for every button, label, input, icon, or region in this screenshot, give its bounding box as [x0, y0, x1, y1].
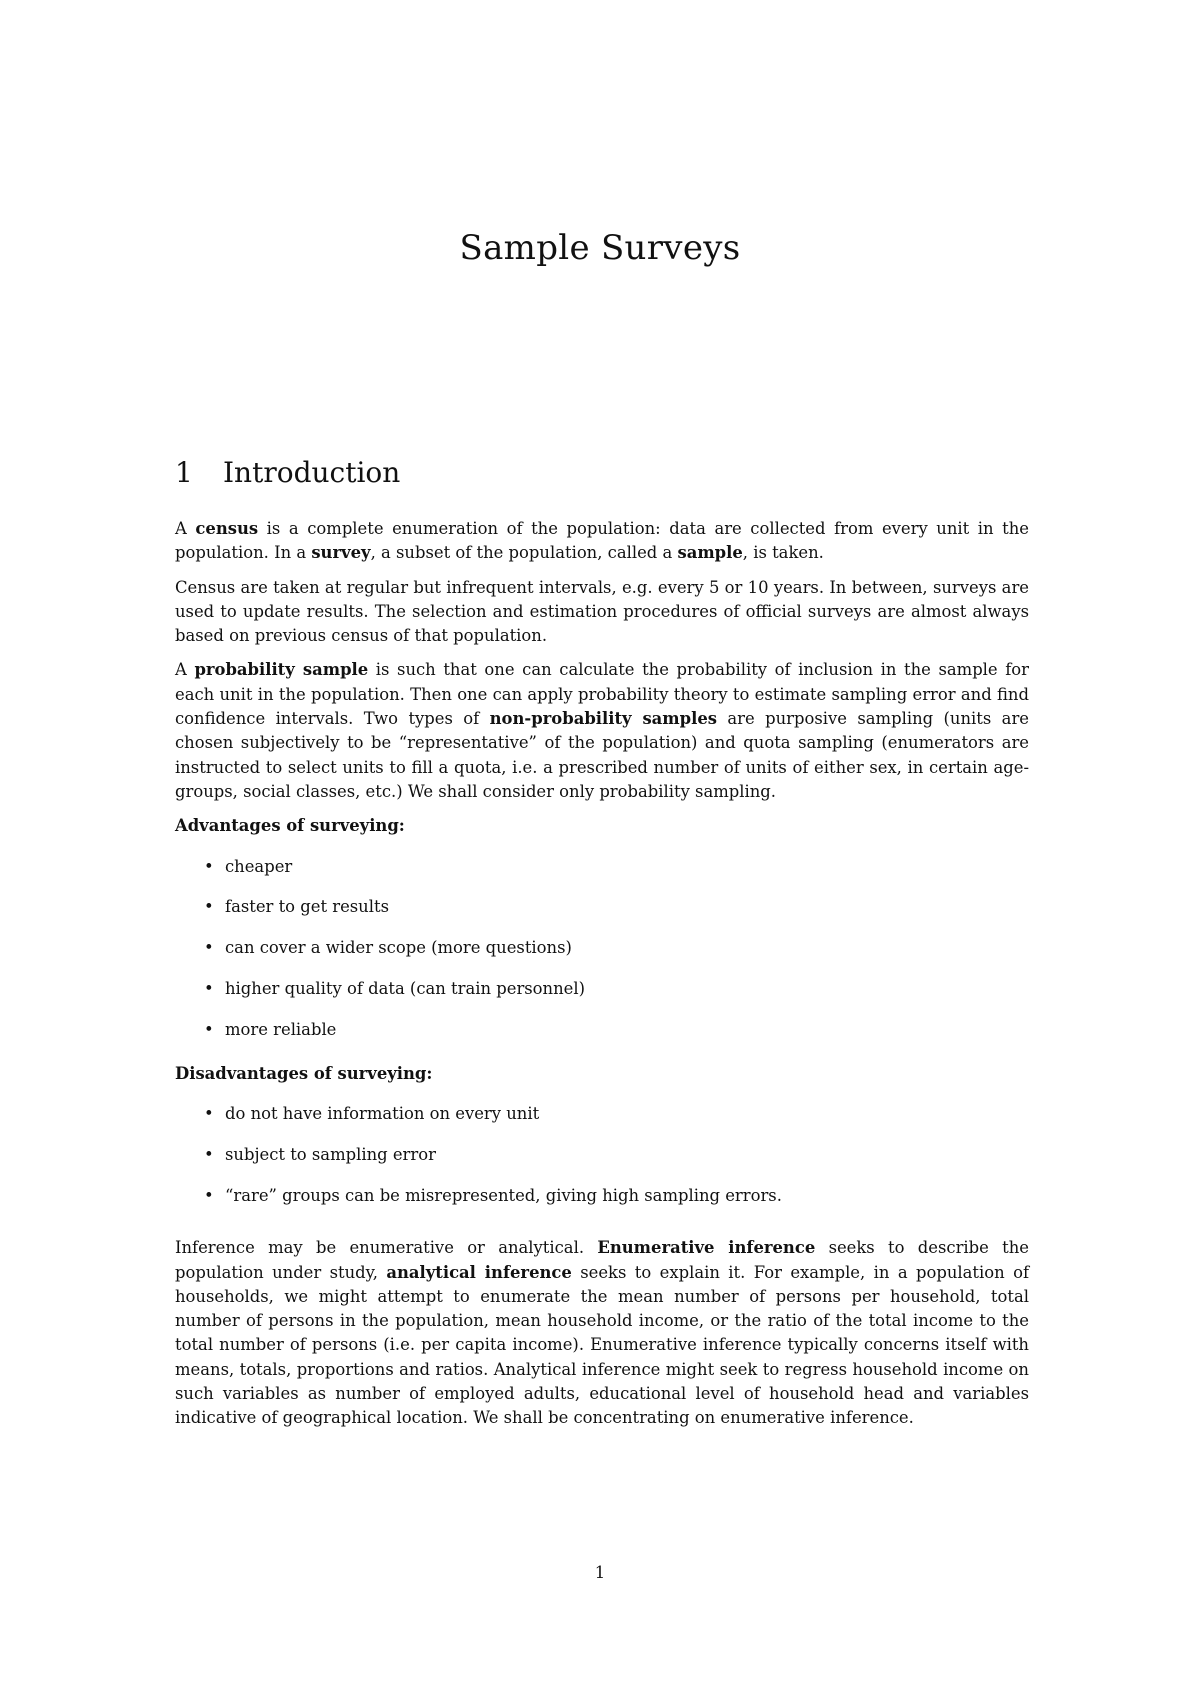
advantages-heading: Advantages of surveying:	[175, 816, 405, 836]
bullet-icon: •	[204, 897, 214, 917]
text-run: A	[175, 519, 196, 538]
list-item-text: faster to get results	[225, 897, 389, 917]
bullet-icon: •	[204, 856, 214, 876]
advantages-list	[175, 855, 1029, 1042]
disadvantages-list	[175, 1102, 1029, 1208]
text-run: is such that one can calculate the probability of inclusion in the sample for each unit in the population. Then one can apply probability theory to estimate sampling error and find confidence intervals. Two types of	[175, 660, 1029, 729]
term-non-probability-samples: non-probability samples	[489, 709, 717, 729]
bullet-icon: •	[204, 1104, 214, 1124]
bullet-icon: •	[204, 1145, 214, 1165]
text-run: is a complete enumeration of the population: data are collected from every unit in the population. In a	[175, 519, 1029, 563]
disadvantages-heading: Disadvantages of surveying:	[175, 1064, 433, 1084]
list-item-text: “rare” groups can be misrepresented, giving high sampling errors.	[225, 1185, 782, 1205]
bullet-icon: •	[204, 978, 214, 998]
text-run: Inference may be enumerative or analytical.	[175, 1238, 598, 1258]
spacer	[175, 1228, 1029, 1236]
text-run: are purposive sampling (units are chosen subjectively to be “representative” of the population) and quota sampling (enumerators are instructed to select units to fill a quota, i.e. a prescribed number of units of either sex, in certain age-groups, social classes, etc.) We shall consider only probability sampling.	[175, 709, 1029, 801]
list-item-text: higher quality of data (can train personnel)	[225, 978, 586, 998]
list-item-text: do not have information on every unit	[225, 1104, 540, 1124]
list-item	[175, 895, 1029, 919]
list-item	[175, 1143, 1029, 1167]
term-sample: sample	[677, 543, 743, 563]
list-item	[175, 855, 1029, 879]
text-run: A	[175, 660, 195, 680]
list-item-text: can cover a wider scope (more questions)	[225, 938, 572, 958]
term-analytical-inference: analytical inference	[386, 1262, 572, 1282]
section-title: Introduction	[223, 456, 401, 489]
probability-sample-paragraph	[175, 658, 1029, 804]
bullet-icon: •	[204, 1185, 214, 1205]
term-probability-sample: probability sample	[194, 660, 369, 680]
inference-paragraph	[175, 1236, 1029, 1430]
list-item-text: subject to sampling error	[225, 1145, 436, 1165]
census-paragraph	[175, 517, 1029, 566]
term-survey: survey	[311, 543, 371, 563]
list-item	[175, 1018, 1029, 1042]
text-run: seeks to describe the population under study,	[175, 1238, 1029, 1282]
list-item	[175, 977, 1029, 1001]
page-number: 1	[594, 1563, 606, 1582]
bullet-icon: •	[204, 1019, 214, 1039]
term-census: census	[195, 519, 259, 538]
section-heading	[175, 455, 1029, 491]
list-item	[175, 936, 1029, 960]
list-item	[175, 1102, 1029, 1126]
list-item	[175, 1184, 1029, 1208]
text-run: , is taken.	[742, 543, 824, 563]
text-run: seeks to explain it. For example, in a population of households, we might attempt to enumerate the mean number of persons per household, total number of persons in the population, mean household income, or the ratio of the total income to the total number of persons (i.e. per capita income). Enumerative inference typically concerns itself with means, totals, proportions and ratios. Analytical inference might seek to regress household income on such variables as number of employed adults, educational level of household head and variables indicative of geographical location. We shall be concentrating on enumerative inference.	[175, 1262, 1030, 1428]
main-content	[175, 455, 1029, 1441]
list-item-text: cheaper	[225, 856, 293, 876]
section-number: 1	[175, 456, 193, 489]
census-interval-paragraph: Census are taken at regular but infrequent intervals, e.g. every 5 or 10 years. In between, surveys are used to update results. The selection and estimation procedures of official surveys are almost always based on previous census of that population.	[175, 577, 1029, 646]
text-run: , a subset of the population, called a	[370, 543, 678, 563]
list-item-text: more reliable	[225, 1019, 337, 1039]
document-title: Sample Surveys	[459, 228, 741, 268]
bullet-icon: •	[204, 938, 214, 958]
term-enumerative-inference: Enumerative inference	[597, 1238, 816, 1258]
